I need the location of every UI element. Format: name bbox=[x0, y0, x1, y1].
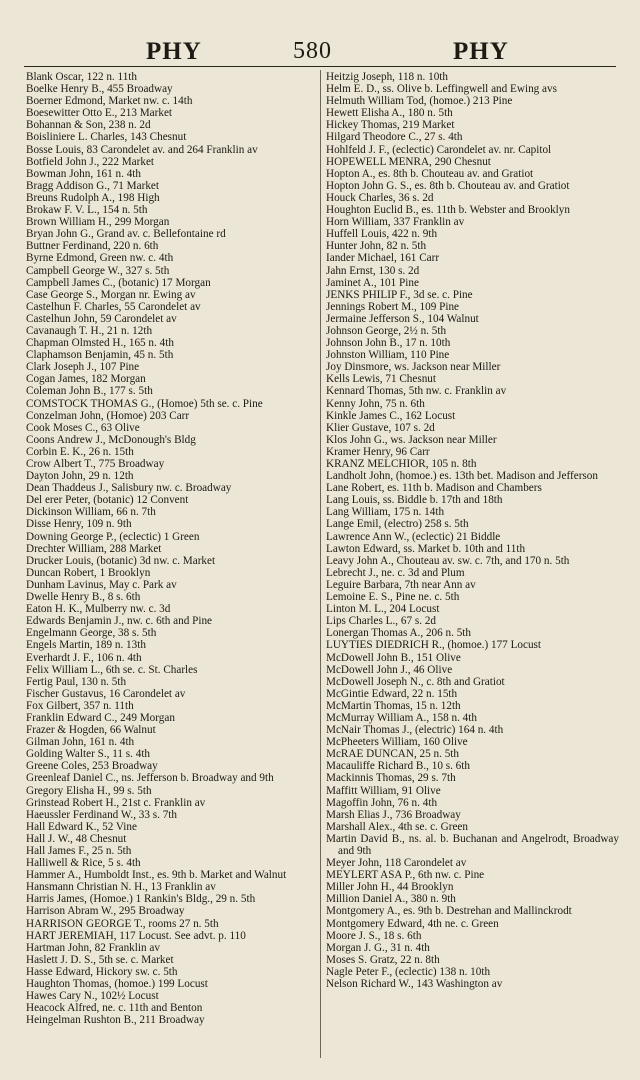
directory-entry: Campbell George W., 327 s. 5th bbox=[26, 264, 170, 277]
directory-entry: Haeussler Ferdinand W., 33 s. 7th bbox=[26, 808, 178, 821]
directory-entry: Lebrecht J., ne. c. 3d and Plum bbox=[326, 566, 465, 579]
directory-entry: Bosse Louis, 83 Carondelet av. and 264 Franklin av bbox=[26, 143, 258, 156]
directory-entry: HOPEWELL MENRA, 290 Chesnut bbox=[326, 155, 491, 168]
directory-entry: Johnson John B., 17 n. 10th bbox=[326, 337, 451, 350]
directory-entry: Lane Robert, es. 11th b. Madison and Chambers bbox=[326, 482, 542, 495]
directory-entry: Klier Gustave, 107 s. 2d bbox=[326, 421, 435, 434]
directory-entry: Hohlfeld J. F., (eclectic) Carondelet av. nr. Capitol bbox=[326, 143, 552, 156]
directory-entry: Klos John G., ws. Jackson near Miller bbox=[326, 433, 497, 446]
directory-entry: Boesewitter Otto E., 213 Market bbox=[26, 107, 173, 120]
directory-entry: Huffell Louis, 422 n. 9th bbox=[326, 228, 438, 241]
directory-entry: Landholt John, (homoe.) es. 13th bet. Madison and Jefferson bbox=[326, 470, 598, 483]
directory-entry: Cook Moses C., 63 Olive bbox=[26, 421, 140, 434]
directory-entry: Hall J. W., 48 Chesnut bbox=[26, 832, 127, 845]
directory-entry: Dwelle Henry B., 8 s. 6th bbox=[26, 591, 141, 604]
header-rule bbox=[24, 66, 616, 67]
directory-entry: Crow Albert T., 775 Broadway bbox=[26, 458, 165, 470]
directory-entry: Kenny John, 75 n. 6th bbox=[326, 397, 425, 410]
directory-entry: Dean Thaddeus J., Salisbury nw. c. Broadway bbox=[26, 482, 232, 495]
directory-entry: Drechter William, 288 Market bbox=[26, 542, 162, 555]
directory-entry: Million Daniel A., 380 n. 9th bbox=[326, 893, 456, 906]
directory-entry: Jermaine Jefferson S., 104 Walnut bbox=[326, 312, 479, 325]
directory-entry: Brokaw F. V. L., 154 n. 5th bbox=[26, 204, 148, 217]
directory-entry: Lang Louis, ss. Biddle b. 17th and 18th bbox=[326, 494, 503, 507]
directory-entry: Halliwell & Rice, 5 s. 4th bbox=[26, 857, 141, 870]
directory-entry: Bowman John, 161 n. 4th bbox=[26, 167, 141, 180]
directory-entry: McMurray William A., 158 n. 4th bbox=[326, 711, 477, 724]
directory-entry: Magoffin John, 76 n. 4th bbox=[326, 796, 438, 809]
directory-entry: KRANZ MELCHIOR, 105 n. 8th bbox=[326, 458, 477, 470]
directory-entry: Montgomery A., es. 9th b. Destrehan and Mallinckrodt bbox=[326, 905, 572, 918]
directory-entry: Lawrence Ann W., (eclectic) 21 Biddle bbox=[326, 530, 501, 543]
directory-entry: McDowell John B., 151 Olive bbox=[326, 651, 461, 664]
directory-entry: Greenleaf Daniel C., ns. Jefferson b. Broadway and 9th bbox=[26, 772, 274, 785]
directory-entry: Linton M. L., 204 Locust bbox=[326, 603, 440, 616]
directory-entry: Everhardt J. F., 106 n. 4th bbox=[26, 651, 142, 664]
directory-entry: McGintie Edward, 22 n. 15th bbox=[326, 687, 458, 700]
directory-entry: Hawes Cary N., 102½ Locust bbox=[26, 990, 159, 1003]
directory-entry: Harrison Abram W., 295 Broadway bbox=[26, 905, 185, 918]
directory-entry: Drucker Louis, (botanic) 3d nw. c. Market bbox=[26, 554, 216, 567]
directory-entry: Leguire Barbara, 7th near Ann av bbox=[326, 578, 476, 591]
directory-entry: Fertig Paul, 130 n. 5th bbox=[26, 675, 127, 688]
directory-entry: Duncan Robert, 1 Brooklyn bbox=[26, 566, 151, 579]
directory-entry: Houghton Euclid B., es. 11th b. Webster and Brooklyn bbox=[326, 204, 570, 217]
directory-entry: Engelmann George, 38 s. 5th bbox=[26, 627, 157, 640]
directory-entry: Cogan James, 182 Morgan bbox=[26, 373, 146, 386]
directory-entry: Case George S., Morgan nr. Ewing av bbox=[26, 288, 196, 301]
directory-entry: Corbin E. K., 26 n. 15th bbox=[26, 445, 134, 458]
directory-entry: Hartman John, 82 Franklin av bbox=[26, 941, 160, 954]
directory-entry: Byrne Edmond, Green nw. c. 4th bbox=[26, 252, 174, 265]
right-column bbox=[326, 71, 619, 990]
column-divider bbox=[320, 70, 321, 1058]
directory-entry: Boisliniere L. Charles, 143 Chesnut bbox=[26, 131, 187, 144]
directory-entry: Macauliffe Richard B., 10 s. 6th bbox=[326, 760, 470, 773]
directory-entry: Hopton John G. S., es. 8th b. Chouteau av. and Gratiot bbox=[326, 179, 570, 192]
directory-entry: Blank Oscar, 122 n. 11th bbox=[26, 71, 137, 83]
directory-entry: Grinstead Robert H., 21st c. Franklin av bbox=[26, 796, 206, 809]
directory-entry: Jennings Robert M., 109 Pine bbox=[326, 300, 460, 313]
directory-entry: Del erer Peter, (botanic) 12 Convent bbox=[26, 494, 189, 507]
directory-entry: Kramer Henry, 96 Carr bbox=[326, 445, 430, 458]
directory-entry: McDowell John J., 46 Olive bbox=[326, 663, 453, 676]
directory-entry: Botfield John J., 222 Market bbox=[26, 155, 155, 168]
directory-entry: Castelhun John, 59 Carondelet av bbox=[26, 312, 177, 325]
directory-entry: Heacock Alfred, ne. c. 11th and Benton bbox=[26, 1002, 203, 1015]
directory-entry: Dunham Lavinus, May c. Park av bbox=[26, 578, 177, 591]
directory-entry: Houck Charles, 36 s. 2d bbox=[326, 191, 434, 204]
directory-entry: Conzelman John, (Homoe) 203 Carr bbox=[26, 409, 190, 422]
directory-entry: Frazer & Hogden, 66 Walnut bbox=[26, 724, 156, 737]
directory-entry: Kells Lewis, 71 Chesnut bbox=[326, 373, 437, 386]
directory-entry: Breuns Rudolph A., 198 High bbox=[26, 191, 160, 204]
directory-entry: Hunter John, 82 n. 5th bbox=[326, 240, 427, 253]
directory-entry: McRAE DUNCAN, 25 n. 5th bbox=[326, 748, 460, 761]
directory-entry: Greene Coles, 253 Broadway bbox=[26, 760, 158, 773]
directory-entry: Harris James, (Homoe.) 1 Rankin's Bldg., 29 n. 5th bbox=[26, 893, 256, 906]
directory-entry: Joy Dinsmore, ws. Jackson near Miller bbox=[326, 361, 501, 374]
directory-entry: Dayton John, 29 n. 12th bbox=[26, 470, 134, 483]
directory-entry: Hickey Thomas, 219 Market bbox=[326, 119, 455, 132]
directory-entry: McPheeters William, 160 Olive bbox=[326, 736, 468, 749]
directory-entry: Miller John H., 44 Brooklyn bbox=[326, 881, 454, 894]
directory-entry: McDowell Joseph N., c. 8th and Gratiot bbox=[326, 675, 505, 688]
directory-entry: Jahn Ernst, 130 s. 2d bbox=[326, 264, 420, 277]
directory-entry: Montgomery Edward, 4th ne. c. Green bbox=[326, 917, 499, 930]
directory-entry: Edwards Benjamin J., nw. c. 6th and Pine bbox=[26, 615, 213, 628]
directory-entry: Engels Martin, 189 n. 13th bbox=[26, 639, 146, 652]
directory-entry: Boelke Henry B., 455 Broadway bbox=[26, 83, 173, 96]
directory-entry: Gregory Elisha H., 99 s. 5th bbox=[26, 784, 152, 797]
page-number: 580 bbox=[293, 38, 332, 64]
directory-entry: Lemoine E. S., Pine ne. c. 5th bbox=[326, 591, 460, 604]
directory-entry: Campbell James C., (botanic) 17 Morgan bbox=[26, 276, 211, 289]
directory-entry: Meyer John, 118 Carondelet av bbox=[326, 857, 467, 870]
directory-entry: Claphamson Benjamin, 45 n. 5th bbox=[26, 349, 174, 362]
directory-entry: Hall James F., 25 n. 5th bbox=[26, 845, 132, 857]
directory-entry: McMartin Thomas, 15 n. 12th bbox=[326, 699, 461, 712]
directory-entry: Helm E. D., ss. Olive b. Leffingwell and Ewing avs bbox=[326, 83, 557, 96]
directory-entry: Morgan J. G., 31 n. 4th bbox=[326, 941, 430, 954]
directory-entry: Lang William, 175 n. 14th bbox=[326, 506, 445, 519]
left-column bbox=[26, 71, 316, 1026]
directory-entry: Marsh Elias J., 736 Broadway bbox=[326, 808, 461, 821]
directory-entry: Lonergan Thomas A., 206 n. 5th bbox=[326, 627, 472, 640]
directory-entry: Downing George P., (eclectic) 1 Green bbox=[26, 530, 200, 543]
directory-entry: MEYLERT ASA P., 6th nw. c. Pine bbox=[326, 869, 485, 882]
directory-entry: Clark Joseph J., 107 Pine bbox=[26, 361, 140, 374]
directory-entry: Eaton H. K., Mulberry nw. c. 3d bbox=[26, 603, 171, 616]
header-left-title: PHY bbox=[146, 38, 202, 65]
directory-entry: Hasse Edward, Hickory sw. c. 5th bbox=[26, 965, 178, 978]
directory-entry: Brown William H., 299 Morgan bbox=[26, 216, 170, 229]
directory-entry: COMSTOCK THOMAS G., (Homoe) 5th se. c. Pine bbox=[26, 397, 263, 410]
directory-entry: Kinkle James C., 162 Locust bbox=[326, 409, 456, 422]
directory-entry: Nelson Richard W., 143 Washington av bbox=[326, 978, 503, 991]
directory-entry: Hall Edward K., 52 Vine bbox=[26, 820, 137, 833]
directory-entry: Haughton Thomas, (homoe.) 199 Locust bbox=[26, 978, 208, 991]
directory-entry: Leavy John A., Chouteau av. sw. c. 7th, and 170 n. 5th bbox=[326, 554, 570, 567]
directory-entry: Nagle Peter F., (eclectic) 138 n. 10th bbox=[326, 965, 491, 978]
directory-entry: LUYTIES DIEDRICH R., (homoe.) 177 Locust bbox=[326, 639, 542, 652]
directory-entry: Gilman John, 161 n. 4th bbox=[26, 736, 135, 749]
directory-entry: Fox Gilbert, 357 n. 11th bbox=[26, 699, 134, 712]
directory-entry: Hansmann Christian N. H., 13 Franklin av bbox=[26, 881, 216, 894]
directory-entry: Johnston William, 110 Pine bbox=[326, 349, 450, 362]
directory-entry: Bragg Addison G., 71 Market bbox=[26, 179, 159, 192]
directory-entry: Martin David B., ns. al. b. Buchanan and Angelrodt, Broadway and 9th bbox=[326, 832, 619, 857]
directory-entry: Felix William L., 6th se. c. St. Charles bbox=[26, 663, 198, 676]
directory-entry: Disse Henry, 109 n. 9th bbox=[26, 518, 132, 531]
directory-entry: Coleman John B., 177 s. 5th bbox=[26, 385, 153, 398]
directory-entry: Horn William, 337 Franklin av bbox=[326, 216, 465, 229]
directory-entry: Castelhun F. Charles, 55 Carondelet av bbox=[26, 300, 201, 313]
directory-entry: Hammer A., Humboldt Inst., es. 9th b. Market and Walnut bbox=[26, 869, 287, 882]
directory-entry: Heingelman Rushton B., 211 Broadway bbox=[26, 1014, 205, 1027]
directory-entry: Maffitt William, 91 Olive bbox=[326, 784, 441, 797]
directory-entry: Mackinnis Thomas, 29 s. 7th bbox=[326, 772, 456, 785]
directory-entry: Iander Michael, 161 Carr bbox=[326, 252, 440, 265]
directory-entry: Hopton A., es. 8th b. Chouteau av. and Gratiot bbox=[326, 167, 534, 180]
directory-entry: Kennard Thomas, 5th nw. c. Franklin av bbox=[326, 385, 507, 398]
directory-entry: Helmuth William Tod, (homoe.) 213 Pine bbox=[326, 95, 513, 108]
directory-entry: Lawton Edward, ss. Market b. 10th and 11th bbox=[326, 542, 526, 555]
directory-entry: Dickinson William, 66 n. 7th bbox=[26, 506, 156, 519]
directory-entry: Haslett J. D. S., 5th se. c. Market bbox=[26, 953, 174, 966]
directory-entry: Golding Walter S., 11 s. 4th bbox=[26, 748, 151, 761]
directory-entry: Buttner Ferdinand, 220 n. 6th bbox=[26, 240, 159, 253]
directory-entry: Coons Andrew J., McDonough's Bldg bbox=[26, 433, 196, 446]
directory-entry: HARRISON GEORGE T., rooms 27 n. 5th bbox=[26, 917, 219, 930]
directory-entry: Hewett Elisha A., 180 n. 5th bbox=[326, 107, 453, 120]
directory-entry: Fischer Gustavus, 16 Carondelet av bbox=[26, 687, 186, 700]
directory-entry: Heitzig Joseph, 118 n. 10th bbox=[326, 71, 449, 83]
directory-entry: Lange Emil, (electro) 258 s. 5th bbox=[326, 518, 469, 531]
header-right-title: PHY bbox=[453, 38, 509, 65]
directory-entry: Bryan John G., Grand av. c. Bellefontaine rd bbox=[26, 228, 226, 241]
directory-entry: McNair Thomas J., (electric) 164 n. 4th bbox=[326, 724, 504, 737]
directory-entry: Jaminet A., 101 Pine bbox=[326, 276, 419, 289]
directory-entry: Johnson George, 2½ n. 5th bbox=[326, 324, 447, 337]
directory-entry: Moses S. Gratz, 22 n. 8th bbox=[326, 953, 440, 966]
directory-entry: Franklin Edward C., 249 Morgan bbox=[26, 711, 175, 724]
directory-entry: Marshall Alex., 4th se. c. Green bbox=[326, 820, 468, 833]
directory-entry: Chapman Olmsted H., 165 n. 4th bbox=[26, 337, 174, 350]
directory-entry: Cavanaugh T. H., 21 n. 12th bbox=[26, 324, 153, 337]
directory-entry: Hilgard Theodore C., 27 s. 4th bbox=[326, 131, 463, 144]
directory-entry: Bohannan & Son, 238 n. 2d bbox=[26, 119, 151, 132]
directory-entry: HART JEREMIAH, 117 Locust. See advt. p. 110 bbox=[26, 929, 246, 942]
directory-entry: Lips Charles L., 67 s. 2d bbox=[326, 615, 437, 628]
directory-entry: Boerner Edmond, Market nw. c. 14th bbox=[26, 95, 193, 108]
directory-entry: JENKS PHILIP F., 3d se. c. Pine bbox=[326, 288, 473, 301]
directory-entry: Moore J. S., 18 s. 6th bbox=[326, 929, 422, 942]
